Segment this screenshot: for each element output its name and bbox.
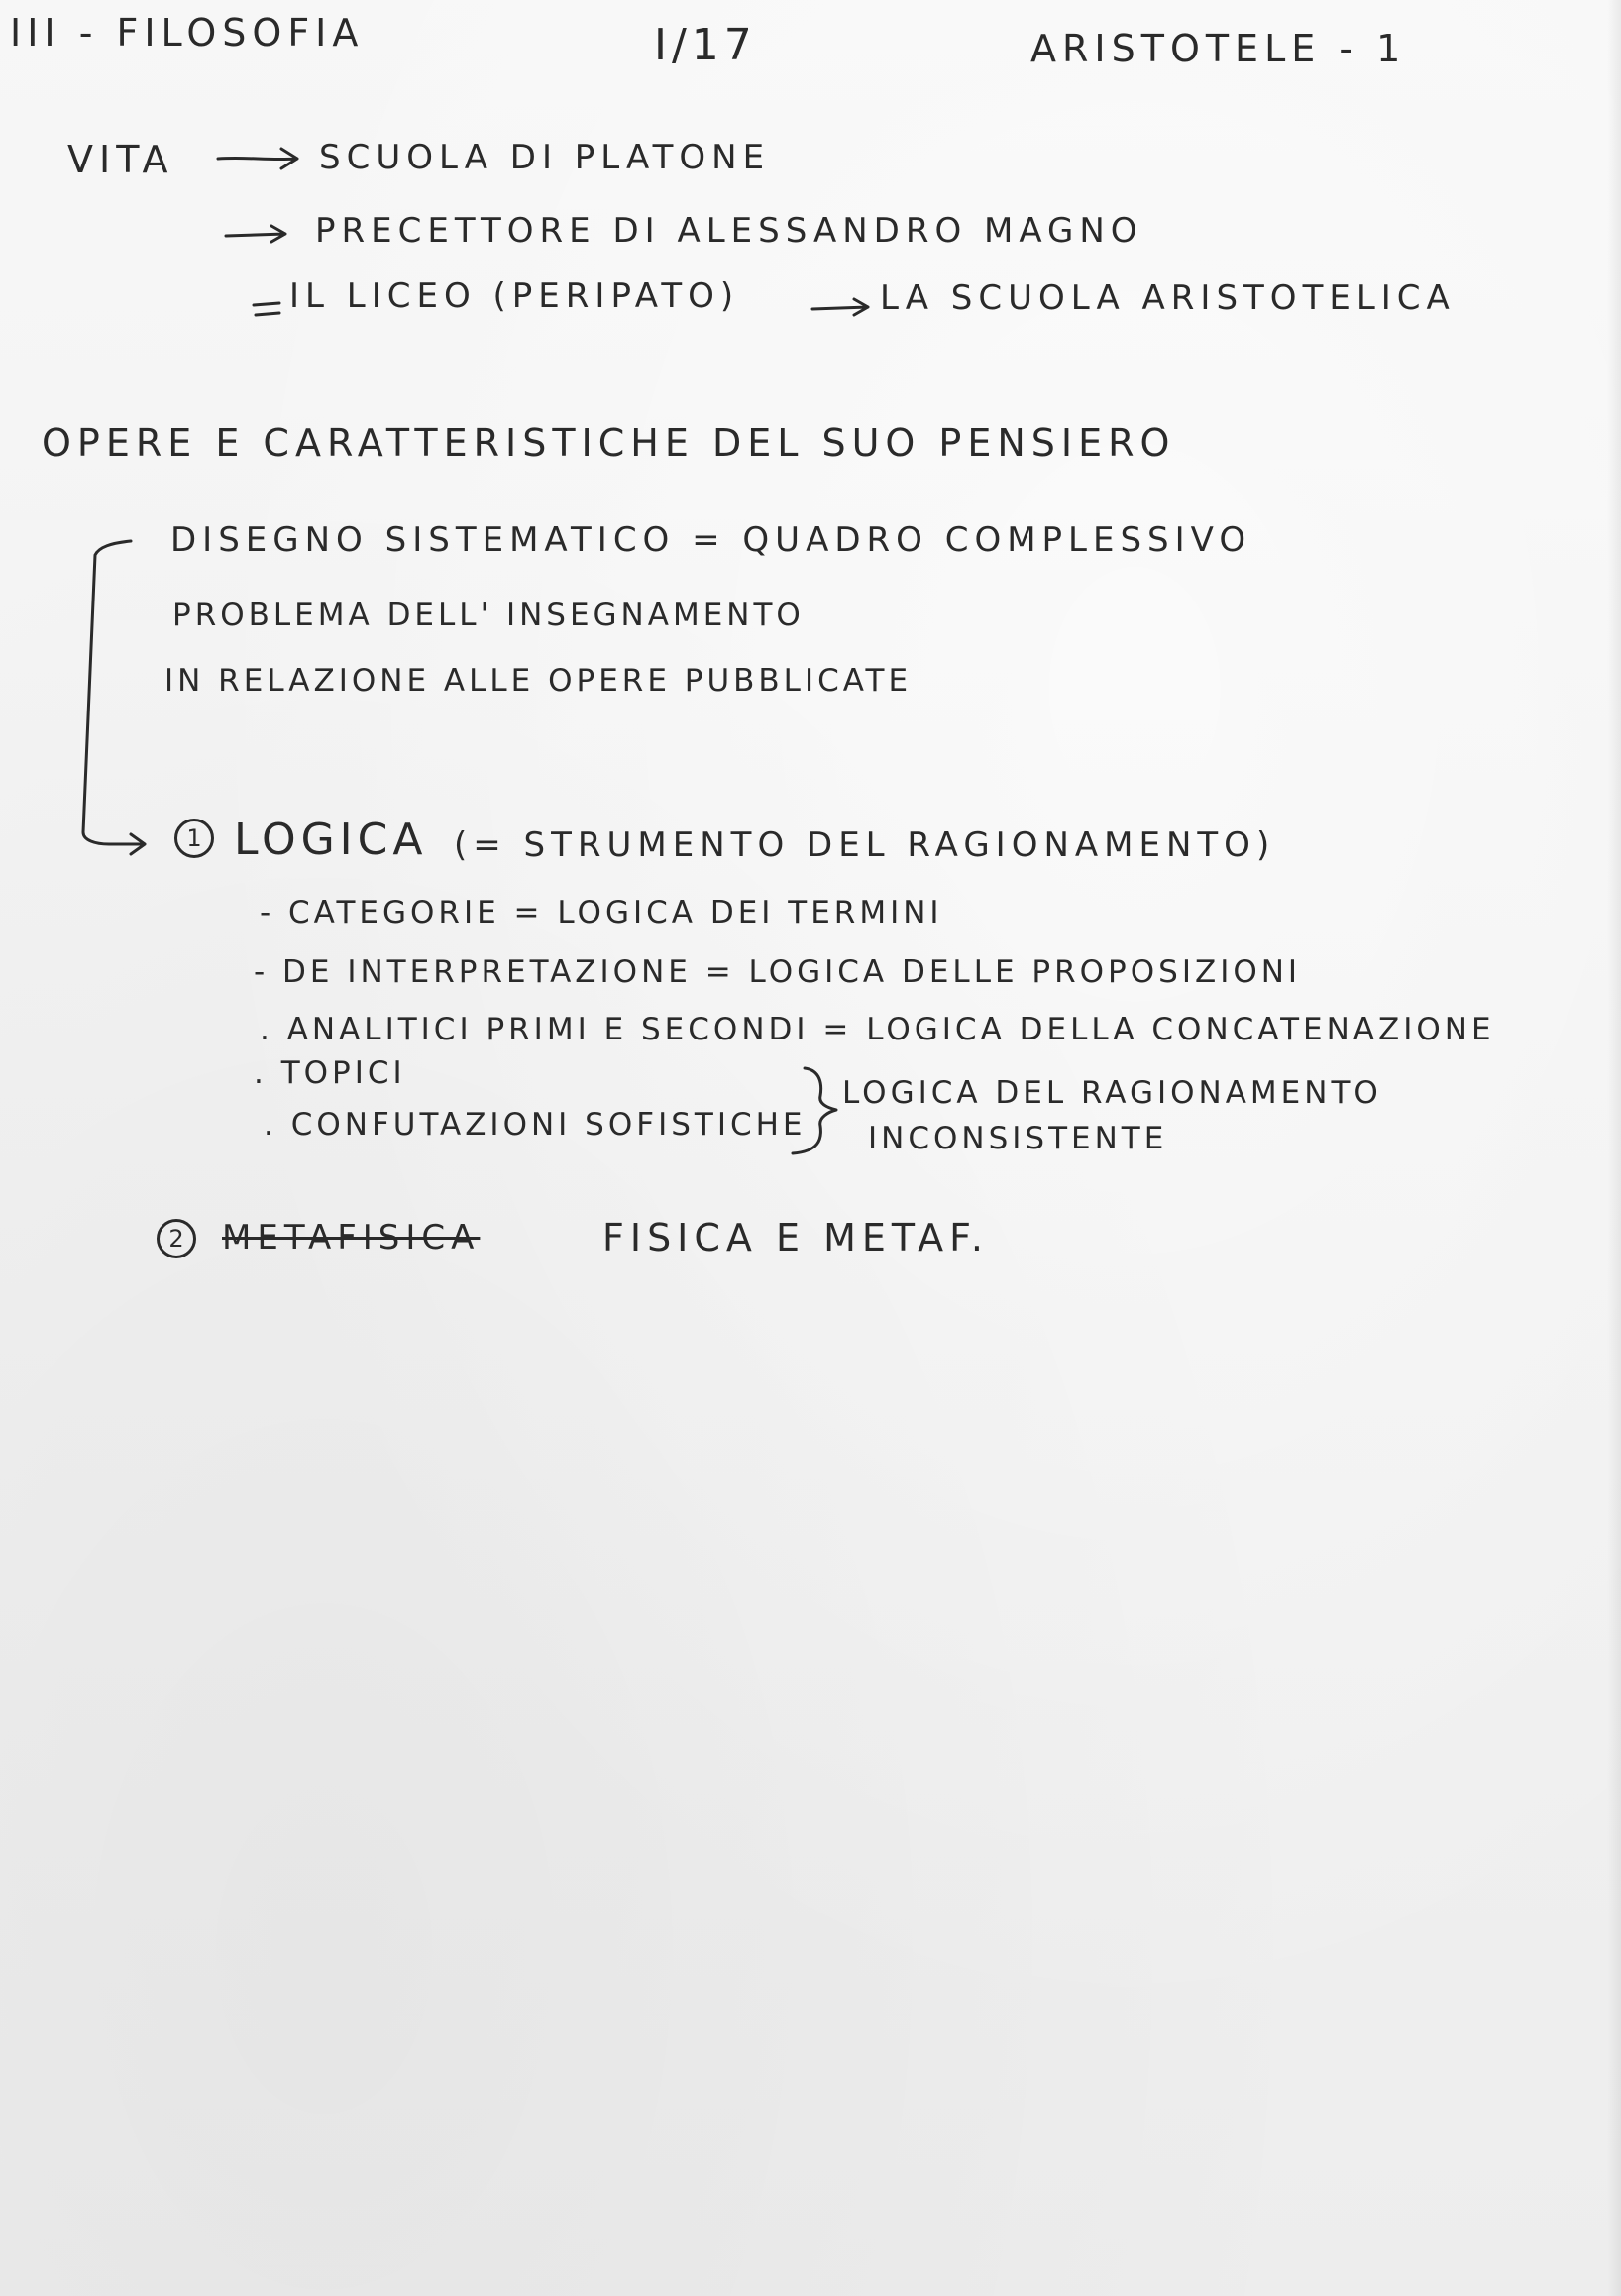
logica-work-interpretazione: - DE INTERPRETAZIONE = LOGICA DELLE PROPOSIZIONI bbox=[254, 954, 1302, 990]
vita-item-tutor: PRECETTORE DI ALESSANDRO MAGNO bbox=[315, 211, 1143, 251]
logica-work-categorie: - CATEGORIE = LOGICA DEI TERMINI bbox=[260, 895, 943, 930]
logica-work-analitici: . ANALITICI PRIMI E SECONDI = LOGICA DELLA CONCATENAZIONE bbox=[260, 1012, 1495, 1047]
vita-item-school: SCUOLA DI PLATONE bbox=[319, 138, 771, 177]
page-number: I/17 bbox=[654, 20, 757, 70]
logica-title: LOGICA bbox=[234, 815, 428, 865]
topic-title: ARISTOTELE - 1 bbox=[1030, 27, 1407, 70]
logica-work-confutazioni: . CONFUTAZIONI SOFISTICHE bbox=[264, 1107, 807, 1143]
arrow-right-icon bbox=[226, 226, 285, 242]
arrow-right-icon bbox=[812, 299, 868, 315]
struck-out-word: METAFISICA bbox=[222, 1218, 481, 1257]
grouped-note-line2: INCONSISTENTE bbox=[868, 1121, 1168, 1156]
logica-definition: (= STRUMENTO DEL RAGIONAMENTO) bbox=[454, 825, 1276, 865]
vita-item-lyceum: IL LICEO (PERIPATO) bbox=[289, 276, 740, 316]
point-published-works: IN RELAZIONE ALLE OPERE PUBBLICATE bbox=[164, 663, 913, 699]
logica-work-topici: . TOPICI bbox=[254, 1055, 406, 1091]
point-systematic-design: DISEGNO SISTEMATICO = QUADRO COMPLESSIVO bbox=[170, 520, 1252, 560]
bracket-arrow-icon bbox=[83, 541, 145, 854]
vita-item-aristotelian-school: LA SCUOLA ARISTOTELICA bbox=[880, 278, 1456, 318]
next-topic: FISICA E METAF. bbox=[602, 1216, 989, 1259]
point-teaching-problem: PROBLEMA DELL' INSEGNAMENTO bbox=[172, 598, 805, 633]
brace-icon bbox=[793, 1068, 836, 1153]
grouped-note-line1: LOGICA DEL RAGIONAMENTO bbox=[842, 1075, 1382, 1111]
opere-heading: OPERE E CARATTERISTICHE DEL SUO PENSIERO bbox=[42, 421, 1176, 465]
class-label: III - FILOSOFIA bbox=[10, 11, 365, 55]
section-number-logica: 1 bbox=[174, 819, 214, 858]
arrow-right-icon bbox=[218, 149, 297, 168]
vita-label: VITA bbox=[67, 138, 174, 181]
section-number-next: 2 bbox=[157, 1219, 196, 1258]
dash-mark-icon bbox=[254, 303, 279, 315]
